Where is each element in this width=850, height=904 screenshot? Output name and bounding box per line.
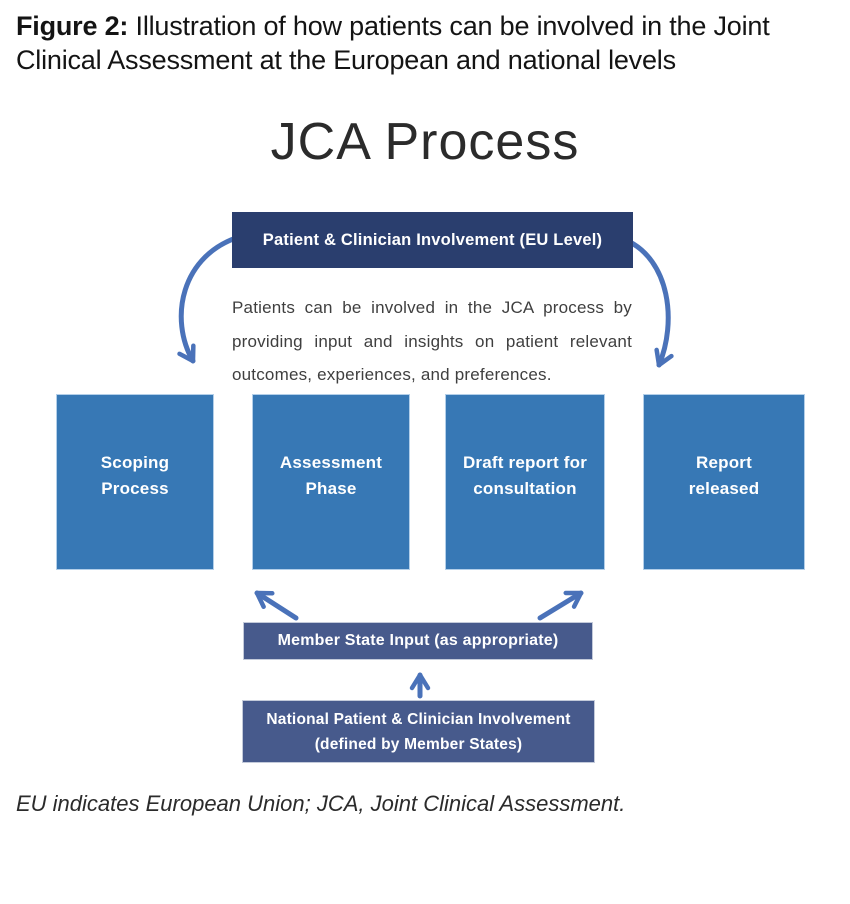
diagonal-arrow-left-icon [257, 593, 296, 618]
stage-box-assessment-phase [252, 394, 410, 570]
stage-box-report-released [643, 394, 805, 570]
eu-involvement-box [232, 212, 633, 268]
stage-box-scoping-process [56, 394, 214, 570]
stage-label-line: Assessment [279, 453, 383, 472]
stage-label-line: Phase [305, 479, 357, 498]
national-involvement-box [242, 700, 595, 763]
stage-label-line: consultation [473, 479, 577, 498]
eu-involvement-label: Patient & Clinician Involvement (EU Level) [262, 230, 603, 249]
footnote-text: EU indicates European Union; JCA, Joint Clinical Assessment. [16, 791, 626, 816]
figure-caption-label: Figure 2: [16, 11, 129, 41]
stage-label-line: Report [696, 453, 752, 472]
diagonal-arrow-right-icon [540, 593, 581, 618]
diagram-title: JCA Process [270, 113, 580, 171]
member-state-input-box [243, 622, 593, 660]
stage-label-line: released [688, 479, 760, 498]
national-involvement-line1: National Patient & Clinician Involvement [266, 710, 571, 728]
figure-caption-text: Illustration of how patients can be involved in the Joint Clinical Assessment at the European and national levels [16, 11, 770, 75]
member-state-input-label: Member State Input (as appropriate) [277, 632, 559, 649]
stage-label-line: Draft report for [462, 453, 588, 472]
stage-label-line: Process [101, 479, 169, 498]
stage-box-draft-report [445, 394, 605, 570]
description-text: Patients can be involved in the JCA process by providing input and insights on patient relevant outcomes, experiences, and preferences. [232, 298, 632, 384]
national-involvement-line2: (defined by Member States) [314, 735, 523, 753]
stage-label-line: Scoping [100, 453, 170, 472]
